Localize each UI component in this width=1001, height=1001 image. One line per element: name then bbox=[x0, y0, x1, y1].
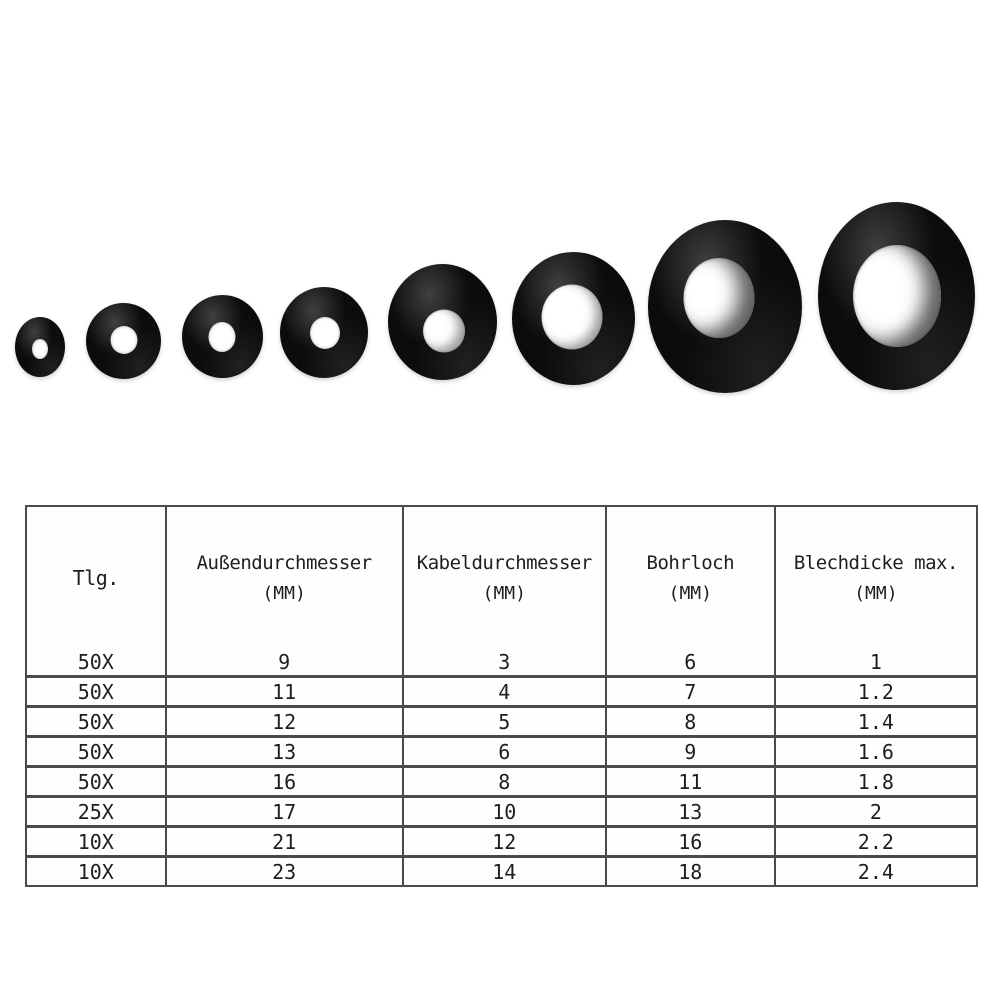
table-body bbox=[27, 648, 976, 885]
table-cell: 2 bbox=[869, 799, 882, 824]
table-cell: 2.2 bbox=[857, 829, 894, 854]
table-cell: 50X bbox=[27, 708, 167, 735]
header-cell-bohrloch: Bohrloch (MM) bbox=[607, 507, 776, 648]
table-cell: 13 bbox=[607, 798, 776, 825]
table-row bbox=[27, 675, 976, 705]
table-cell: 1.6 bbox=[857, 739, 894, 764]
table-cell: 50X bbox=[27, 768, 167, 795]
table-cell: 13 bbox=[167, 738, 404, 765]
table-cell: 17 bbox=[167, 798, 404, 825]
table-cell: 8 bbox=[404, 768, 607, 795]
table-cell: 25X bbox=[27, 798, 167, 825]
table-cell: 12 bbox=[404, 828, 607, 855]
table-cell: 23 bbox=[167, 858, 404, 885]
grommet-image-4 bbox=[280, 287, 368, 378]
header-cell-aussendurchmesser: Außendurchmesser (MM) bbox=[167, 507, 404, 648]
header-cell-kabeldurchmesser: Kabeldurchmesser (MM) bbox=[404, 507, 607, 648]
table-cell: 11 bbox=[607, 768, 776, 795]
table-row bbox=[27, 648, 976, 675]
grommet-image-8 bbox=[818, 202, 975, 390]
table-cell: 50X bbox=[27, 648, 167, 675]
grommet-photo-strip bbox=[0, 0, 1001, 480]
table-cell: 1 bbox=[869, 649, 882, 674]
grommet-hole bbox=[310, 317, 340, 349]
table-cell: 14 bbox=[404, 858, 607, 885]
grommet-hole bbox=[32, 339, 48, 359]
table-cell: 6 bbox=[607, 648, 776, 675]
table-header-row bbox=[27, 507, 976, 648]
table-cell: 9 bbox=[607, 738, 776, 765]
table-cell: 16 bbox=[167, 768, 404, 795]
table-cell: 10X bbox=[27, 858, 167, 885]
table-row bbox=[27, 795, 976, 825]
grommet-hole bbox=[853, 245, 941, 347]
table-cell: 10X bbox=[27, 828, 167, 855]
grommet-hole bbox=[423, 310, 465, 353]
table-cell: 16 bbox=[607, 828, 776, 855]
grommet-hole bbox=[683, 258, 754, 338]
table-cell: 1.2 bbox=[857, 679, 894, 704]
table-cell: 1.4 bbox=[857, 709, 894, 734]
grommet-image-3 bbox=[182, 295, 263, 378]
grommet-image-5 bbox=[388, 264, 497, 380]
header-cell-tlg: Tlg. bbox=[27, 507, 167, 648]
grommet-image-7 bbox=[648, 220, 802, 393]
grommet-hole bbox=[110, 326, 137, 354]
table-cell: 50X bbox=[27, 738, 167, 765]
grommet-image-2 bbox=[86, 303, 161, 379]
table-cell: 12 bbox=[167, 708, 404, 735]
table-cell: 3 bbox=[404, 648, 607, 675]
table-cell: 1.8 bbox=[857, 769, 894, 794]
table-cell: 18 bbox=[607, 858, 776, 885]
grommet-image-6 bbox=[512, 252, 635, 385]
table-cell: 10 bbox=[404, 798, 607, 825]
grommet-hole bbox=[208, 322, 235, 352]
grommet-hole bbox=[542, 285, 603, 350]
table-row bbox=[27, 855, 976, 885]
table-cell: 5 bbox=[404, 708, 607, 735]
table-cell: 2.4 bbox=[857, 859, 894, 884]
table-cell: 7 bbox=[607, 678, 776, 705]
table-cell: 4 bbox=[404, 678, 607, 705]
table-row bbox=[27, 825, 976, 855]
table-cell: 50X bbox=[27, 678, 167, 705]
table-cell: 8 bbox=[607, 708, 776, 735]
grommet-image-1 bbox=[15, 317, 65, 377]
table-row bbox=[27, 765, 976, 795]
table-row bbox=[27, 705, 976, 735]
table-cell: 11 bbox=[167, 678, 404, 705]
table-cell: 9 bbox=[167, 648, 404, 675]
table-cell: 6 bbox=[404, 738, 607, 765]
table-cell: 21 bbox=[167, 828, 404, 855]
header-cell-blechdicke: Blechdicke max. (MM) bbox=[793, 551, 958, 604]
table-row bbox=[27, 735, 976, 765]
spec-table bbox=[25, 505, 978, 887]
